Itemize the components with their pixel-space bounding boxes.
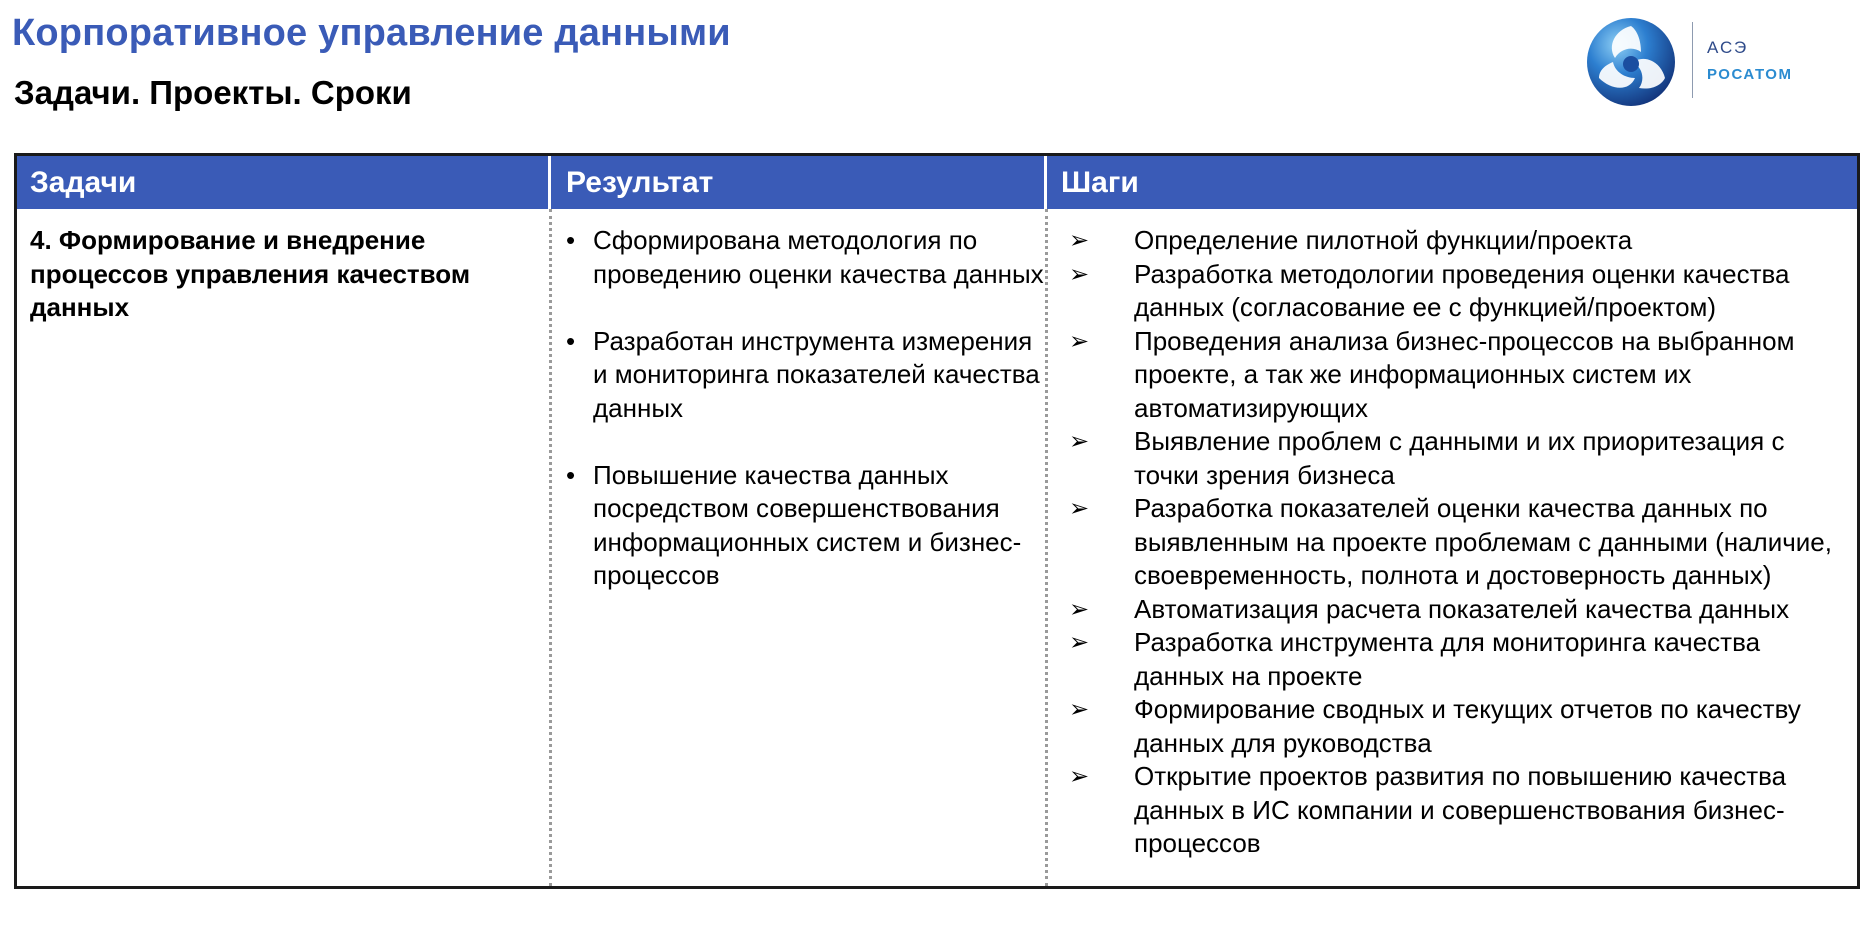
result-item: [566, 459, 1046, 593]
result-item: [566, 224, 1046, 291]
steps-list: [1061, 224, 1851, 861]
result-text: Сформирована методология по проведению оценки качества данных: [593, 225, 1044, 289]
steps-cell: [1061, 224, 1851, 861]
arrow-bullet-icon: ➢: [1069, 495, 1090, 522]
step-text: Автоматизация расчета показателей качества данных: [1134, 593, 1790, 624]
result-list: [566, 224, 1046, 593]
step-item: [1061, 593, 1851, 627]
step-text: Формирование сводных и текущих отчетов по качеству данных для руководства: [1134, 694, 1801, 758]
header-divider: [548, 156, 551, 209]
header-divider: [1044, 156, 1047, 209]
step-text: Разработка инструмента для мониторинга качества данных на проекте: [1134, 627, 1761, 691]
bullet-icon: •: [566, 225, 576, 255]
arrow-bullet-icon: ➢: [1069, 327, 1090, 355]
bullet-icon: •: [566, 459, 576, 490]
page-title: Корпоративное управление данными: [12, 12, 731, 54]
step-item: [1061, 492, 1851, 593]
arrow-bullet-icon: ➢: [1069, 629, 1090, 656]
rosatom-emblem-icon: [1585, 16, 1677, 108]
step-item: [1061, 693, 1851, 760]
result-cell: [566, 224, 1046, 626]
table-header-row: [17, 156, 1857, 209]
arrow-bullet-icon: ➢: [1069, 428, 1090, 455]
step-item: [1061, 258, 1851, 325]
step-item: [1061, 425, 1851, 492]
column-header-tasks: Задачи: [30, 166, 137, 199]
column-header-steps: Шаги: [1061, 166, 1139, 199]
step-text: Разработка показателей оценки качества данных по выявленным на проекте проблемам с данными (наличие, своевременность, полнота и достоверность данных): [1134, 493, 1832, 590]
column-header-result: Результат: [566, 166, 714, 199]
step-text: Открытие проектов развития по повышению качества данных в ИС компании и совершенствования бизнес-процессов: [1134, 761, 1787, 858]
step-item: [1061, 224, 1851, 258]
column-divider: [549, 209, 552, 886]
company-logo: [1585, 14, 1805, 106]
arrow-bullet-icon: ➢: [1069, 595, 1090, 623]
logo-text-rosatom: РОСАТОМ: [1707, 66, 1793, 83]
arrow-bullet-icon: ➢: [1069, 260, 1090, 288]
step-item: [1061, 325, 1851, 426]
step-text: Определение пилотной функции/проекта: [1134, 225, 1633, 255]
tasks-table: [14, 153, 1860, 889]
result-text: Разработан инструмента измерения и мониторинга показателей качества данных: [593, 325, 1040, 423]
step-text: Проведения анализа бизнес-процессов на выбранном проекте, а так же информационных систем их автоматизирующих: [1134, 325, 1795, 423]
logo-text-ase: АСЭ: [1707, 38, 1749, 57]
result-text: Повышение качества данных посредством совершенствования информационных систем и бизнес-процессов: [593, 459, 1022, 590]
step-item: [1061, 626, 1851, 693]
step-text: Разработка методологии проведения оценки качества данных (согласование ее с функцией/проектом): [1134, 258, 1790, 322]
arrow-bullet-icon: ➢: [1069, 763, 1090, 790]
step-text: Выявление проблем с данными и их приоритезация с точки зрения бизнеса: [1134, 426, 1785, 490]
task-cell: 4. Формирование и внедрение процессов управления качеством данных: [30, 225, 471, 322]
bullet-icon: •: [566, 325, 576, 356]
page-subtitle: Задачи. Проекты. Сроки: [14, 74, 412, 111]
arrow-bullet-icon: ➢: [1069, 227, 1090, 254]
result-item: [566, 325, 1046, 426]
logo-divider: [1692, 22, 1693, 98]
step-item: [1061, 760, 1851, 861]
arrow-bullet-icon: ➢: [1069, 696, 1090, 723]
